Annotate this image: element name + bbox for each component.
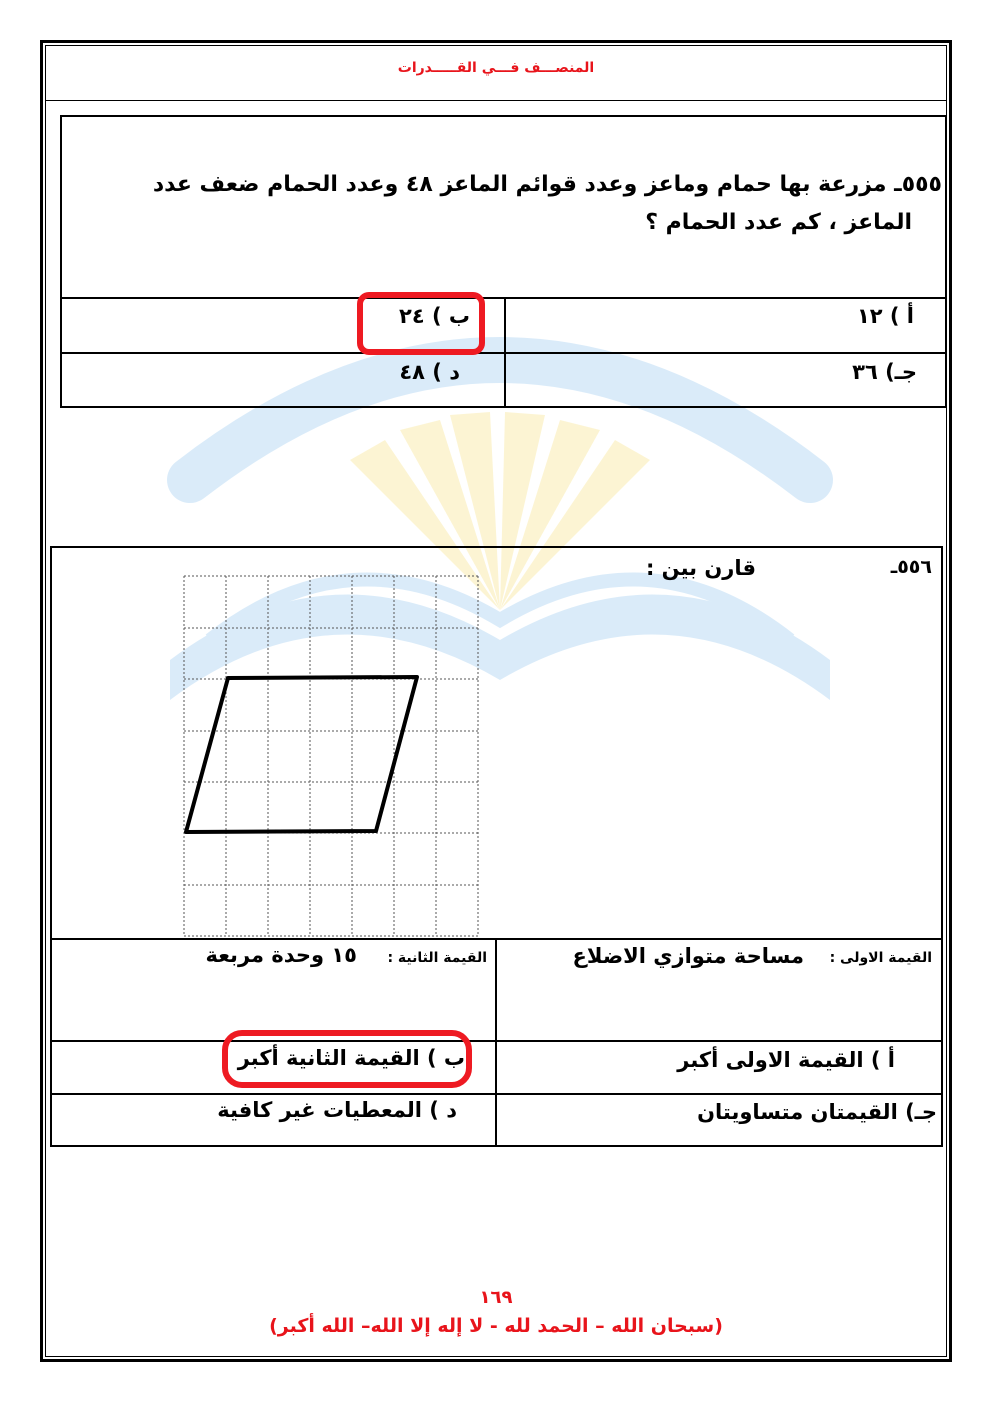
- q556-prompt: قارن بين :: [645, 556, 756, 580]
- q556-option-a[interactable]: أ ) القيمة الاولى أكبر: [677, 1048, 895, 1072]
- header-title: المنصـــف فـــي القـــــدرات: [397, 60, 595, 76]
- q556-option-c[interactable]: جـ) القيمتان متساويتان: [697, 1100, 937, 1124]
- q555-text-line1: ٥٥٥ـ مزرعة بها حمام وماعز وعدد قوائم الماعز ٤٨ وعدد الحمام ضعف عدد: [152, 172, 942, 197]
- grid-figure: [183, 575, 481, 937]
- page-number: ١٦٩: [479, 1287, 513, 1308]
- q555-column-divider: [504, 297, 506, 408]
- footer-dhikr: (سبحان الله – الحمد لله - لا إله إلا الله– الله أكبر): [269, 1315, 723, 1337]
- second-value-label: القيمة الثانية :: [387, 950, 487, 966]
- q556-option-b[interactable]: ب ) القيمة الثانية أكبر: [237, 1046, 465, 1070]
- parallelogram-shape: [186, 677, 417, 832]
- q555-text-line2: الماعز ، كم عدد الحمام ؟: [645, 210, 912, 235]
- q555-option-b[interactable]: ب ) ٢٤: [399, 304, 470, 328]
- q556-answer-circle: [222, 1030, 472, 1088]
- q555-option-c[interactable]: جـ) ٣٦: [852, 360, 917, 384]
- q556-option-d[interactable]: د ) المعطيات غير كافية: [217, 1098, 457, 1122]
- first-value-label: القيمة الاولى :: [829, 950, 932, 966]
- q555-answer-circle: [357, 292, 485, 355]
- first-value: مساحة متوازي الاضلاع: [572, 944, 804, 968]
- header-divider: [45, 100, 947, 101]
- q555-option-d[interactable]: د ) ٤٨: [399, 360, 460, 384]
- q555-option-a[interactable]: أ ) ١٢: [856, 304, 914, 328]
- q556-number: ٥٥٦ـ: [890, 556, 932, 578]
- q556-column-divider: [495, 938, 497, 1147]
- second-value: ١٥ وحدة مربعة: [205, 943, 357, 967]
